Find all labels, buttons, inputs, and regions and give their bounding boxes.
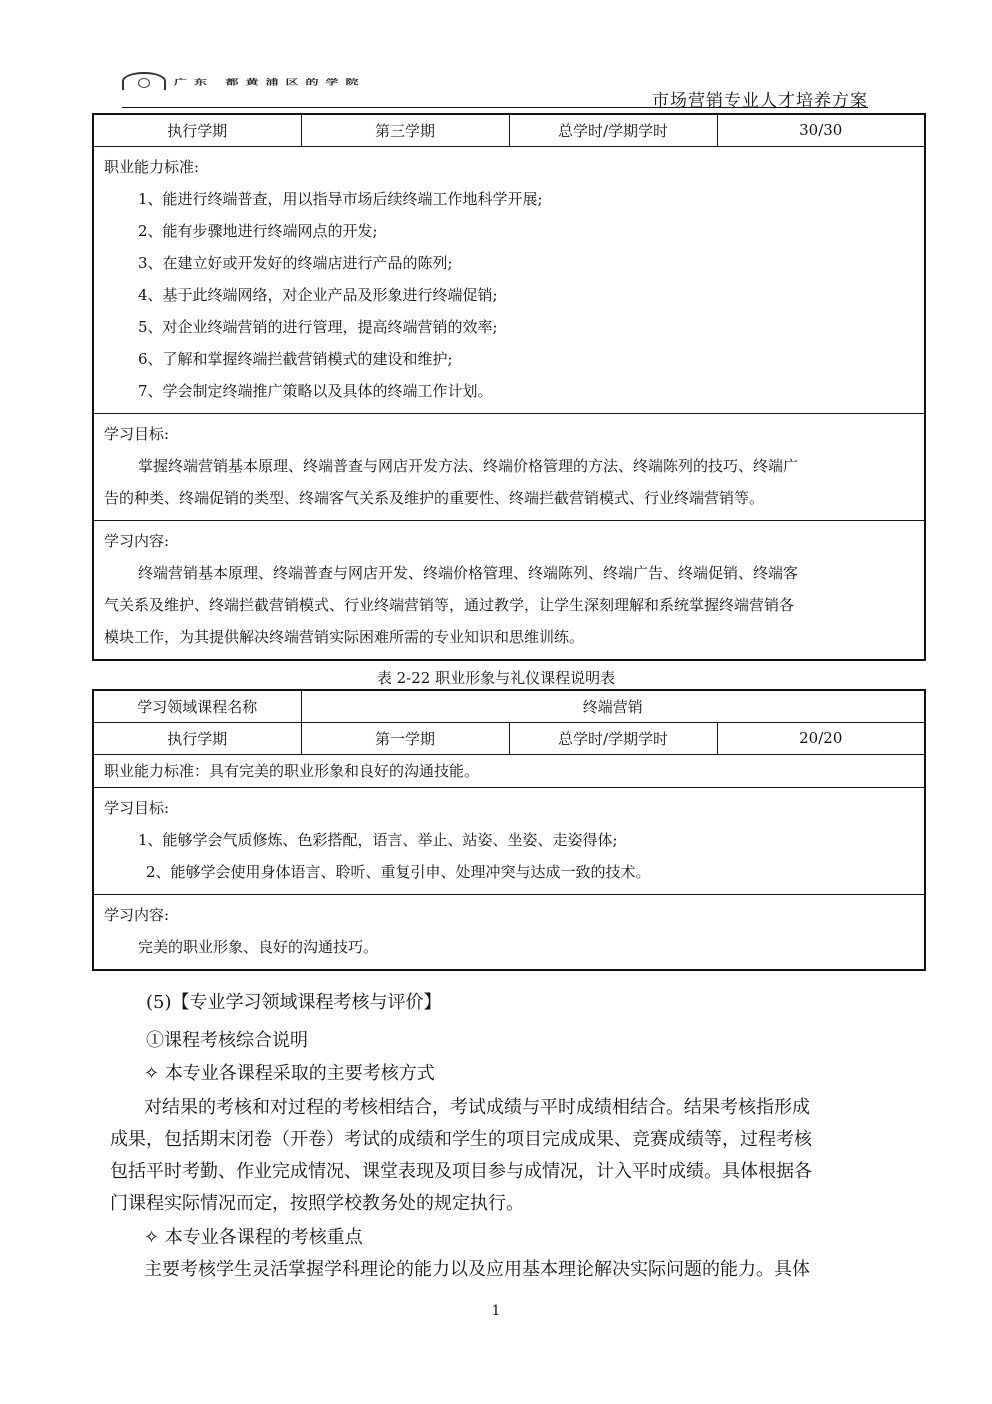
course-name-label: 学习领域课程名称 [93,690,301,722]
hours-value: 30/30 [717,114,925,146]
content-row [93,894,925,970]
section-heading: (5)【专业学习领域课程考核与评价】 [146,992,442,1013]
bullet-heading: ✧ 本专业各课程采取的主要考核方式 [144,1063,435,1084]
content-line: 模块工作，为其提供解决终端营销实际困难所需的专业知识和思维训练。 [104,627,585,646]
school-logo [122,70,442,92]
hours-value: 20/20 [717,722,925,754]
bullet-heading: ✧ 本专业各课程的考核重点 [144,1227,363,1248]
course-name-value: 终端营销 [301,690,925,722]
hours-label: 总学时/学期学时 [509,114,717,146]
paragraph-line: 门课程实际情况而定，按照学校教务处的规定执行。 [110,1193,524,1214]
goal-row [93,787,925,894]
paragraph-line: 主要考核学生灵活掌握学科理论的能力以及应用基本理论解决实际问题的能力。具体 [144,1259,810,1280]
hours-label: 总学时/学期学时 [509,722,717,754]
page-number: 1 [491,1303,501,1319]
term-value: 第一学期 [301,722,509,754]
goal-line: 告的种类、终端促销的类型、终端客气关系及维护的重要性、终端拦截营销模式、行业终端营销等。 [104,488,765,507]
ability-text: 职业能力标准：具有完美的职业形象和良好的沟通技能。 [93,754,925,787]
content-line: 气关系及维护、终端拦截营销模式、行业终端营销等，通过教学，让学生深刻理解和系统掌握终端营销各 [104,595,795,614]
term-label: 执行学期 [93,722,301,754]
course-name-row [93,690,925,722]
ability-item: 2、能有步骤地进行终端网点的开发; [138,221,378,240]
content-row [93,520,925,660]
subsection-title: ①课程考核综合说明 [146,1030,308,1051]
goal-title: 学习目标: [104,798,170,817]
ability-item: 1、能进行终端普查，用以指导市场后续终端工作地科学开展; [138,189,543,208]
paragraph-line: 包括平时考勤、作业完成情况、课堂表现及项目参与成情况，计入平时成绩。具体根据各 [110,1161,812,1182]
ability-title: 职业能力标准: [104,157,200,176]
content-line: 终端营销基本原理、终端普查与网店开发、终端价格管理、终端陈列、终端广告、终端促销、终端客 [138,563,799,582]
ability-item: 4、基于此终端网络，对企业产品及形象进行终端促销; [138,285,498,304]
ability-row [93,754,925,787]
doc-title: 市场营销专业人才培养方案 [652,91,868,111]
ability-item: 7、学会制定终端推广策略以及具体的终端工作计划。 [138,381,493,400]
logo-text: 广东 都黄浦区的学院 [174,78,366,87]
ability-row [93,146,925,413]
goal-row [93,413,925,520]
term-row [93,114,925,146]
term-row [93,722,925,754]
table-caption: 表 2-22 职业形象与礼仪课程说明表 [376,669,616,687]
course-table-1 [92,113,926,661]
seal-icon [122,72,166,90]
course-table-2 [92,689,926,971]
content-title: 学习内容: [104,531,170,550]
goal-item: 2、能够学会使用身体语言、聆听、重复引申、处理冲突与达成一致的技术。 [146,862,651,881]
goal-item: 1、能够学会气质修炼、色彩搭配，语言、举止、站姿、坐姿、走姿得体; [138,830,618,849]
term-value: 第三学期 [301,114,509,146]
content-title: 学习内容: [104,905,170,924]
header-rule [122,107,868,108]
paragraph-line: 对结果的考核和对过程的考核相结合，考试成绩与平时成绩相结合。结果考核指形成 [144,1097,810,1118]
goal-title: 学习目标: [104,424,170,443]
content-line: 完美的职业形象、良好的沟通技巧。 [138,937,379,956]
paragraph-line: 成果，包括期末闭卷（开卷）考试的成绩和学生的项目完成成果、竞赛成绩等，过程考核 [110,1129,812,1150]
goal-line: 掌握终端营销基本原理、终端普查与网店开发方法、终端价格管理的方法、终端陈列的技巧、终端广 [138,456,799,475]
ability-item: 3、在建立好或开发好的终端店进行产品的陈列; [138,253,453,272]
ability-item: 5、对企业终端营销的进行管理，提高终端营销的效率; [138,317,498,336]
ability-item: 6、了解和掌握终端拦截营销模式的建设和维护; [138,349,453,368]
term-label: 执行学期 [93,114,301,146]
